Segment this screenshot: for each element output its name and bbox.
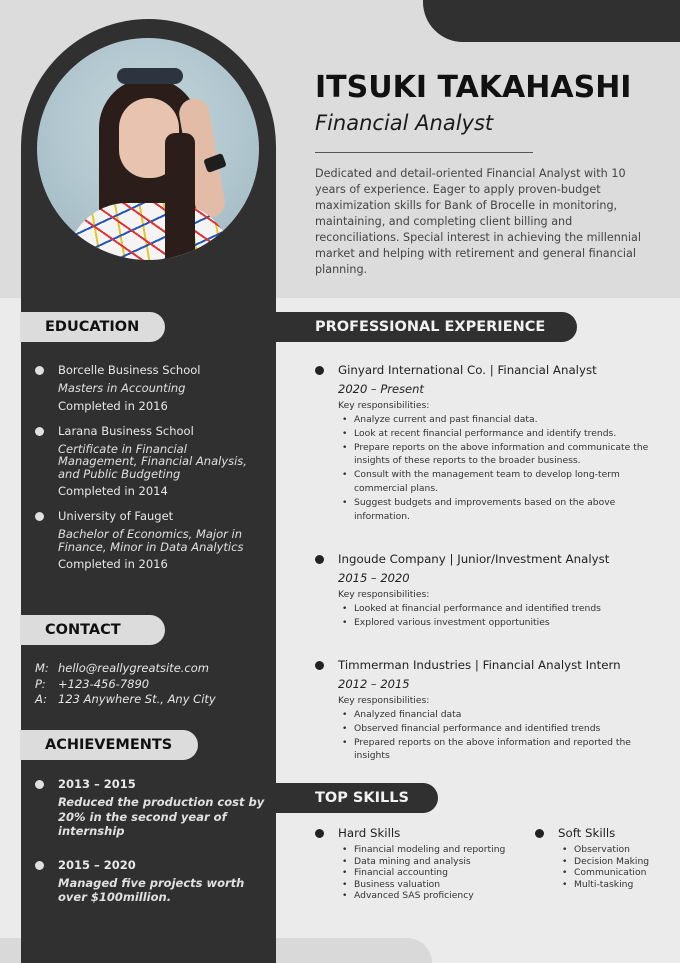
hard-skills-list (338, 844, 525, 902)
achievement-years: 2013 – 2015 (58, 777, 136, 791)
education-item (35, 508, 265, 573)
skill-item: • Advanced SAS proficiency (338, 890, 525, 902)
responsibility-item: • Explored various investment opportunities (338, 616, 655, 630)
soft-skills-list (558, 844, 675, 890)
contact-heading: CONTACT (20, 615, 165, 645)
experience-title: Ingoude Company | Junior/Investment Analyst (338, 552, 610, 566)
candidate-name: ITSUKI TAKAHASHI (315, 70, 632, 105)
hard-skills (315, 825, 525, 902)
contact-label: M: (35, 661, 49, 675)
bullet-dot-icon (35, 512, 44, 521)
experience-heading: PROFESSIONAL EXPERIENCE (275, 312, 577, 342)
contact-email[interactable]: hello@reallygreatsite.com (58, 661, 209, 675)
achievement-years: 2015 – 2020 (58, 857, 136, 872)
skill-item: • Decision Making (558, 856, 675, 868)
soft-skills-title: Soft Skills (558, 826, 616, 840)
responsibility-item: • Analyze current and past financial data. (338, 413, 655, 427)
education-degree: Certificate in Financial Management, Financial Analysis, and Public Budgeting (58, 441, 247, 481)
bullet-dot-icon (315, 366, 324, 375)
education-heading: EDUCATION (20, 312, 165, 342)
skill-item: • Business valuation (338, 879, 525, 891)
candidate-role: Financial Analyst (315, 111, 494, 135)
soft-skills (535, 825, 675, 890)
education-completed: Completed in 2014 (58, 484, 168, 498)
achievement-description: Reduced the production cost by 20% in the second year of internship (58, 795, 265, 838)
bullet-dot-icon (35, 861, 44, 870)
responsibilities-label: Key responsibilities: (338, 589, 430, 600)
experience-item (315, 551, 655, 630)
responsibilities-list (338, 413, 655, 523)
responsibility-item: • Observed financial performance and identified trends (338, 722, 655, 736)
education-completed: Completed in 2016 (58, 398, 168, 413)
education-degree: Masters in Accounting (58, 381, 186, 395)
photo-sunglasses (117, 68, 183, 84)
bullet-dot-icon (315, 661, 324, 670)
skill-item: • Communication (558, 867, 675, 879)
contact-phone-row (35, 677, 270, 693)
experience-dates: 2012 – 2015 (338, 677, 410, 691)
bullet-dot-icon (535, 829, 544, 838)
achievements-heading: ACHIEVEMENTS (20, 730, 198, 760)
education-school: Larana Business School (58, 423, 194, 438)
hard-skills-title: Hard Skills (338, 826, 401, 840)
experience-title: Ginyard International Co. | Financial Analyst (338, 363, 597, 377)
skill-item: • Observation (558, 844, 675, 856)
bullet-dot-icon (35, 780, 44, 789)
responsibility-item: • Looked at financial performance and identified trends (338, 602, 655, 616)
education-degree: Bachelor of Economics, Major in Finance, Minor in Data Analytics (58, 527, 244, 554)
education-list (35, 362, 265, 581)
responsibility-item: • Suggest budgets and improvements based on the above information. (338, 496, 655, 524)
contact-address-row (35, 692, 270, 708)
contact-label: A: (35, 692, 47, 706)
contact-label: P: (35, 676, 46, 691)
profile-photo (37, 38, 259, 260)
responsibility-item: • Prepare reports on the above information and communicate the insights of these reports to the broader business. (338, 441, 655, 469)
skill-item: • Financial modeling and reporting (338, 844, 525, 856)
experience-item (315, 657, 655, 763)
achievement-description: Managed five projects worth over $100million. (58, 875, 245, 904)
education-item (35, 362, 265, 415)
experience-title: Timmerman Industries | Financial Analyst Intern (338, 658, 621, 672)
bullet-dot-icon (35, 366, 44, 375)
responsibilities-list (338, 602, 655, 630)
responsibility-item: • Analyzed financial data (338, 708, 655, 722)
skill-item: • Data mining and analysis (338, 856, 525, 868)
responsibility-item: • Prepared reports on the above information and reported the insights (338, 736, 655, 764)
skill-item: • Financial accounting (338, 867, 525, 879)
photo-hair-front (165, 133, 195, 260)
experience-dates: 2020 – Present (338, 382, 424, 396)
responsibility-item: • Look at recent financial performance and identify trends. (338, 427, 655, 441)
education-school: Borcelle Business School (58, 363, 201, 377)
achievement-item (35, 857, 265, 905)
responsibilities-list (338, 708, 655, 763)
bullet-dot-icon (315, 829, 324, 838)
skill-item: • Multi-tasking (558, 879, 675, 891)
achievements-list (35, 776, 265, 923)
responsibilities-label: Key responsibilities: (338, 695, 430, 706)
bullet-dot-icon (315, 555, 324, 564)
education-school: University of Fauget (58, 509, 174, 523)
experience-dates: 2015 – 2020 (338, 571, 410, 585)
achievement-item (35, 776, 265, 839)
contact-phone[interactable]: +123-456-7890 (58, 676, 150, 691)
education-completed: Completed in 2016 (58, 557, 168, 571)
experience-item (315, 362, 655, 523)
header-divider (315, 152, 533, 153)
skills-heading: TOP SKILLS (275, 783, 438, 813)
responsibility-item: • Consult with the management team to develop long-term commercial plans. (338, 468, 655, 496)
profile-summary: Dedicated and detail-oriented Financial Analyst with 10 years of experience. Eager to apply proven-budget maximization skills for Bank of Brocelle in monitoring, maintaining, and completing client billing and reconciliations. Special interest in achieving the millennial market and helping with retirement and general financial planning. (315, 167, 641, 276)
responsibilities-label: Key responsibilities: (338, 400, 430, 411)
contact-address: 123 Anywhere St., Any City (58, 692, 216, 706)
education-item (35, 423, 265, 501)
decorative-corner-shape (423, 0, 680, 42)
contact-email-row (35, 661, 270, 677)
contact-list (35, 661, 270, 708)
bullet-dot-icon (35, 427, 44, 436)
